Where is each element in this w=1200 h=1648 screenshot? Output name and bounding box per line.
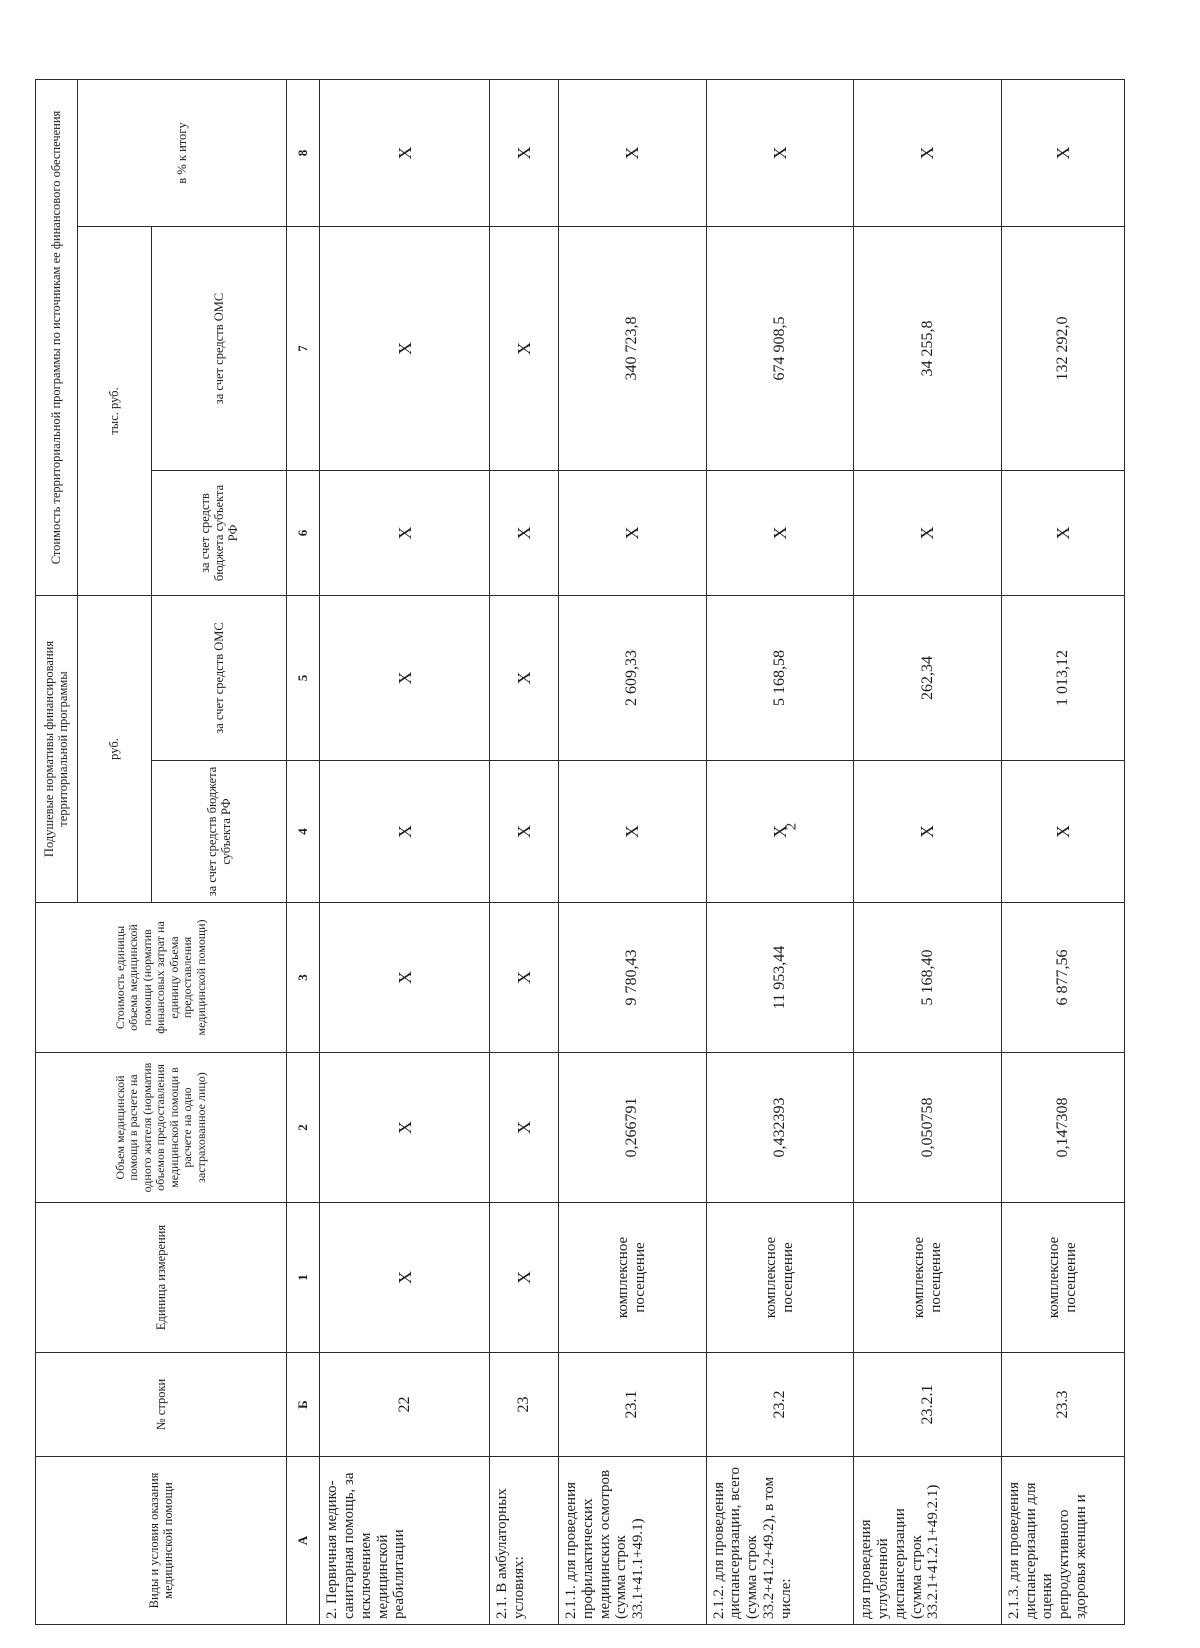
row-line: 23.2 xyxy=(706,1353,854,1457)
row-cost: 11 953,44 xyxy=(706,903,854,1053)
row-norm-oms: 262,34 xyxy=(854,595,1002,760)
row-total-budget: X xyxy=(706,470,854,595)
row-norm-budget: X xyxy=(558,761,706,903)
row-norm-budget: X xyxy=(854,761,1002,903)
table-row xyxy=(706,79,854,1624)
col-number: А xyxy=(287,1457,320,1625)
col-number: 5 xyxy=(287,595,320,760)
row-name: 2.1.2. для проведения диспансеризации, всего (сумма строк 33.2+41.2+49.2), в том числе: xyxy=(706,1457,854,1625)
table-row xyxy=(1001,79,1124,1624)
row-norm-oms: 5 168,58 xyxy=(706,595,854,760)
row-cost: 6 877,56 xyxy=(1001,903,1124,1053)
header-col-2: Объем медицинской помощи в расчете на одного жителя (норматив объемов предоставления медицинской помощи в расчете на одно застрахованное лицо) xyxy=(36,1053,287,1203)
row-unit: комплексное посещение xyxy=(706,1203,854,1353)
row-norm-oms: 2 609,33 xyxy=(558,595,706,760)
row-line: 22 xyxy=(320,1353,490,1457)
row-norm-oms: 1 013,12 xyxy=(1001,595,1124,760)
row-unit: X xyxy=(490,1203,559,1353)
row-total-oms: 674 908,5 xyxy=(706,226,854,470)
header-col-5: за счет средств ОМС xyxy=(151,595,286,760)
row-percent: X xyxy=(706,79,854,226)
page-number: 2 xyxy=(783,822,800,831)
row-total-oms: 132 292,0 xyxy=(1001,226,1124,470)
col-number: 6 xyxy=(287,470,320,595)
col-number: Б xyxy=(287,1353,320,1457)
row-name: 2.1.1. для проведения профилактических медицинских осмотров (сумма строк 33.1+41.1+49.1) xyxy=(558,1457,706,1625)
row-total-oms: X xyxy=(320,226,490,470)
col-number: 3 xyxy=(287,903,320,1053)
row-cost: 9 780,43 xyxy=(558,903,706,1053)
row-unit: комплексное посещение xyxy=(854,1203,1002,1353)
row-unit: комплексное посещение xyxy=(558,1203,706,1353)
header-group-norms: Подушевые нормативы финансирования территориальной программы xyxy=(36,595,78,902)
row-norm-oms: X xyxy=(490,595,559,760)
row-norm-budget: X xyxy=(1001,761,1124,903)
row-volume: 0,266791 xyxy=(558,1053,706,1203)
row-norm-oms: X xyxy=(320,595,490,760)
header-col-6: за счет средств бюджета субъекта РФ xyxy=(151,470,286,595)
row-total-oms: X xyxy=(490,226,559,470)
header-col-a: Виды и условия оказания медицинской помощи xyxy=(36,1457,287,1625)
col-number: 7 xyxy=(287,226,320,470)
program-cost-table xyxy=(35,79,1125,1625)
table-row xyxy=(854,79,1002,1624)
row-total-budget: X xyxy=(558,470,706,595)
row-volume: 0,050758 xyxy=(854,1053,1002,1203)
row-name: 2. Первичная медико-санитарная помощь, за исключением медицинской реабилитации xyxy=(320,1457,490,1625)
row-line: 23.1 xyxy=(558,1353,706,1457)
row-unit: X xyxy=(320,1203,490,1353)
row-total-oms: 340 723,8 xyxy=(558,226,706,470)
row-percent: X xyxy=(558,79,706,226)
row-percent: X xyxy=(854,79,1002,226)
row-cost: 5 168,40 xyxy=(854,903,1002,1053)
header-rub: руб. xyxy=(77,595,151,902)
header-col-3: Стоимость единицы объема медицинской помощи (норматив финансовых затрат на единицу объема предоставления медицинской помощи) xyxy=(36,903,287,1053)
row-volume: 0,147308 xyxy=(1001,1053,1124,1203)
table-row xyxy=(490,79,559,1624)
header-group-cost: Стоимость территориальной программы по источникам ее финансового обеспечения xyxy=(36,79,78,595)
row-unit: комплексное посещение xyxy=(1001,1203,1124,1353)
table-row xyxy=(558,79,706,1624)
row-norm-budget: X xyxy=(706,761,854,903)
row-percent: X xyxy=(490,79,559,226)
row-name: 2.1. В амбулаторных условиях: xyxy=(490,1457,559,1625)
row-percent: X xyxy=(1001,79,1124,226)
row-norm-budget: X xyxy=(490,761,559,903)
header-col-4: за счет средств бюджета субъекта РФ xyxy=(151,761,286,903)
table-row xyxy=(320,79,490,1624)
row-total-oms: 34 255,8 xyxy=(854,226,1002,470)
row-total-budget: X xyxy=(490,470,559,595)
col-number: 1 xyxy=(287,1203,320,1353)
header-col-1: Единица измерения xyxy=(36,1203,287,1353)
col-number: 4 xyxy=(287,761,320,903)
row-cost: X xyxy=(320,903,490,1053)
col-number: 2 xyxy=(287,1053,320,1203)
row-volume: X xyxy=(490,1053,559,1203)
row-line: 23.3 xyxy=(1001,1353,1124,1457)
row-total-budget: X xyxy=(854,470,1002,595)
row-cost: X xyxy=(490,903,559,1053)
row-volume: X xyxy=(320,1053,490,1203)
row-percent: X xyxy=(320,79,490,226)
header-col-8: в % к итогу xyxy=(77,79,286,226)
row-volume: 0,432393 xyxy=(706,1053,854,1203)
row-norm-budget: X xyxy=(320,761,490,903)
col-number: 8 xyxy=(287,79,320,226)
header-thous-rub: тыс. руб. xyxy=(77,226,151,595)
row-line: 23.2.1 xyxy=(854,1353,1002,1457)
row-name: для проведения углубленной диспансеризации (сумма строк 33.2.1+41.2.1+49.2.1) xyxy=(854,1457,1002,1625)
row-name: 2.1.3. для проведения диспансеризации для оценки репродуктивного здоровья женщин и xyxy=(1001,1457,1124,1625)
rotated-table-wrapper xyxy=(35,80,1125,1625)
row-line: 23 xyxy=(490,1353,559,1457)
row-total-budget: X xyxy=(1001,470,1124,595)
row-total-budget: X xyxy=(320,470,490,595)
header-col-b: № строки xyxy=(36,1353,287,1457)
header-col-7: за счет средств ОМС xyxy=(151,226,286,470)
